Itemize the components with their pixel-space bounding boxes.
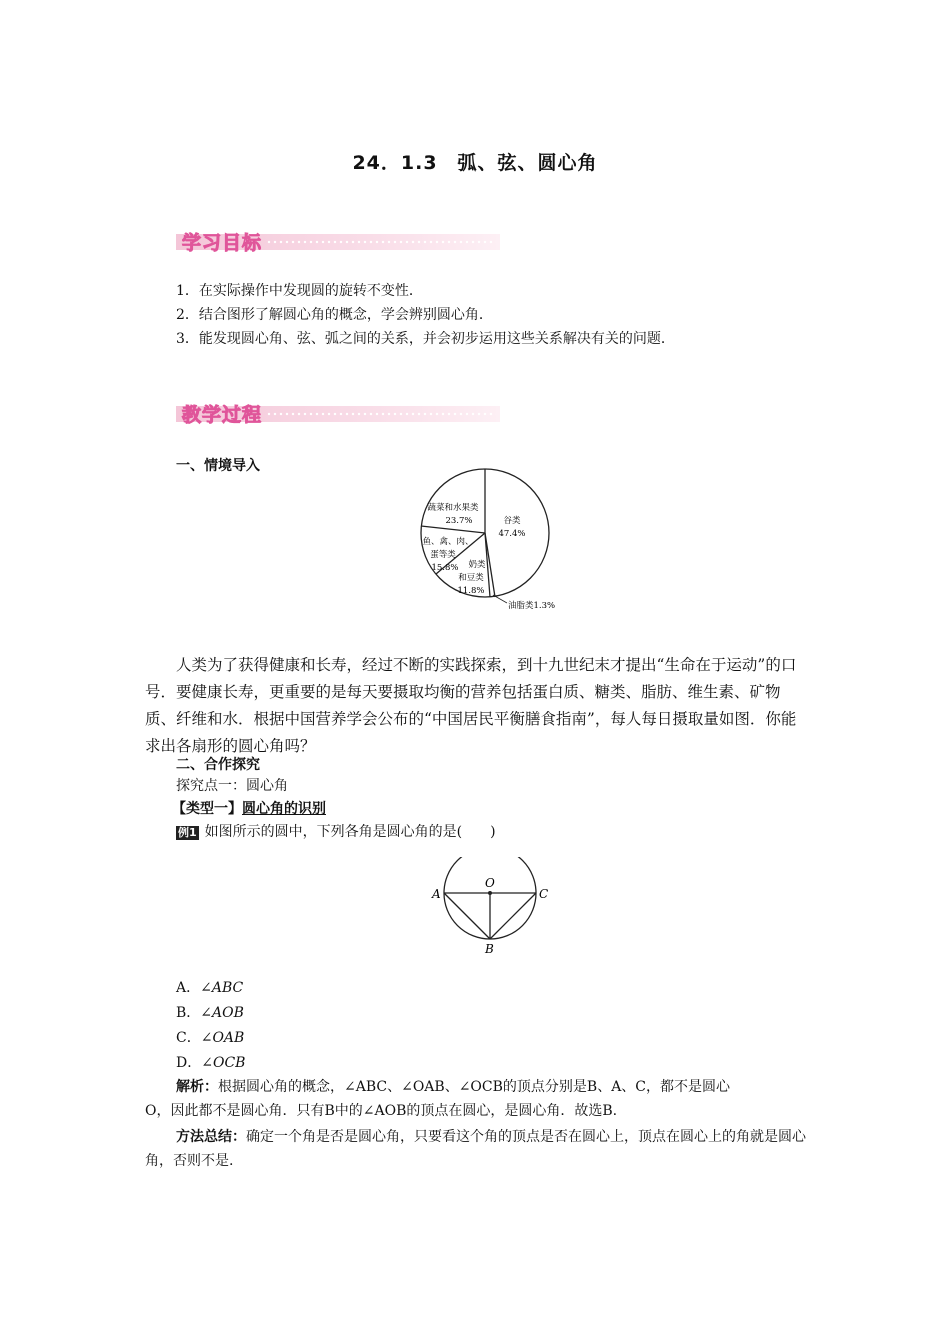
process-banner-text: 教学过程 <box>182 404 263 426</box>
label-c: C <box>539 887 549 901</box>
objective-item: 1．在实际操作中发现圆的旋转不变性． <box>176 283 423 299</box>
label-b: B <box>485 942 494 956</box>
option-a: A．∠ABC <box>176 980 244 996</box>
pie-label-grain: 谷类 <box>503 516 521 526</box>
section-heading-explore: 二、合作探究 <box>176 757 260 773</box>
analysis-label: 解析： <box>176 1079 218 1095</box>
pie-label-oil: 油脂类1.3% <box>508 601 556 611</box>
pie-label-meat: 鱼、禽、肉、 <box>422 537 474 547</box>
analysis-line-2: O，因此都不是圆心角．只有B中的∠AOB的顶点在圆心，是圆心角．故选B. <box>145 1103 618 1119</box>
objectives-banner <box>176 228 500 254</box>
section-heading-intro: 一、情境导入 <box>176 458 260 474</box>
pie-value-veg: 23.7% <box>445 516 473 526</box>
pie-label-meat: 蛋等类 <box>430 550 456 560</box>
option-d: D．∠OCB <box>176 1055 246 1071</box>
oil-leader-line <box>493 595 507 603</box>
analysis-text: 根据圆心角的概念，∠ABC、∠OAB、∠OCB的顶点分别是B、A、C，都不是圆心 <box>218 1079 731 1095</box>
pie-label-milk: 和豆类 <box>458 573 484 583</box>
analysis-line-1 <box>176 1077 730 1097</box>
type-heading <box>172 799 326 819</box>
pie-value-grain: 47.4% <box>498 529 526 539</box>
objectives-banner-text: 学习目标 <box>182 232 263 254</box>
option-c: C．∠OAB <box>176 1030 245 1046</box>
intro-paragraph: 人类为了获得健康和长寿，经过不断的实践探索，到十九世纪末才提出“生命在于运动”的口号．要健康长寿，更重要的是每天要摄取均衡的营养包括蛋白质、糖类、脂肪、维生素、矿物质、纤维和水．根据中国营养学会公布的“中国居民平衡膳食指南”，每人每日摄取量如图．你能求出各扇形的圆心角吗？ <box>145 656 797 755</box>
type-tag: 【类型一】 <box>172 801 242 817</box>
example-question-line <box>176 822 496 842</box>
option-b: B．∠AOB <box>176 1005 244 1021</box>
objective-item: 3．能发现圆心角、弦、弧之间的关系，并会初步运用这些关系解决有关的问题． <box>176 331 675 347</box>
circle-diagram <box>428 857 552 959</box>
pie-label-milk: 奶类 <box>468 560 486 570</box>
label-o: O <box>485 876 495 890</box>
pie-value-meat: 15.8% <box>431 563 459 573</box>
method-summary <box>145 1125 810 1173</box>
example-badge: 例1 <box>178 826 197 839</box>
label-a: A <box>432 887 441 901</box>
type-title: 圆心角的识别 <box>242 801 326 817</box>
pie-value-milk: 11.8% <box>457 586 485 596</box>
objective-item: 2．结合图形了解圆心角的概念，学会辨别圆心角． <box>176 307 493 323</box>
pie-label-veg: 蔬菜和水果类 <box>427 503 479 513</box>
process-banner <box>176 400 500 426</box>
summary-text: 确定一个角是否是圆心角，只要看这个角的顶点是否在圆心上，顶点在圆心上的角就是圆心角，否则不是. <box>145 1129 806 1169</box>
summary-label: 方法总结： <box>176 1129 246 1145</box>
center-point <box>488 891 492 895</box>
example-question: 如图所示的圆中，下列各角是圆心角的是( ) <box>204 824 496 840</box>
explore-point: 探究点一：圆心角 <box>176 778 288 794</box>
page-title: 24．1.3 弧、弦、圆心角 <box>352 152 598 174</box>
nutrition-pie-chart <box>415 468 585 613</box>
